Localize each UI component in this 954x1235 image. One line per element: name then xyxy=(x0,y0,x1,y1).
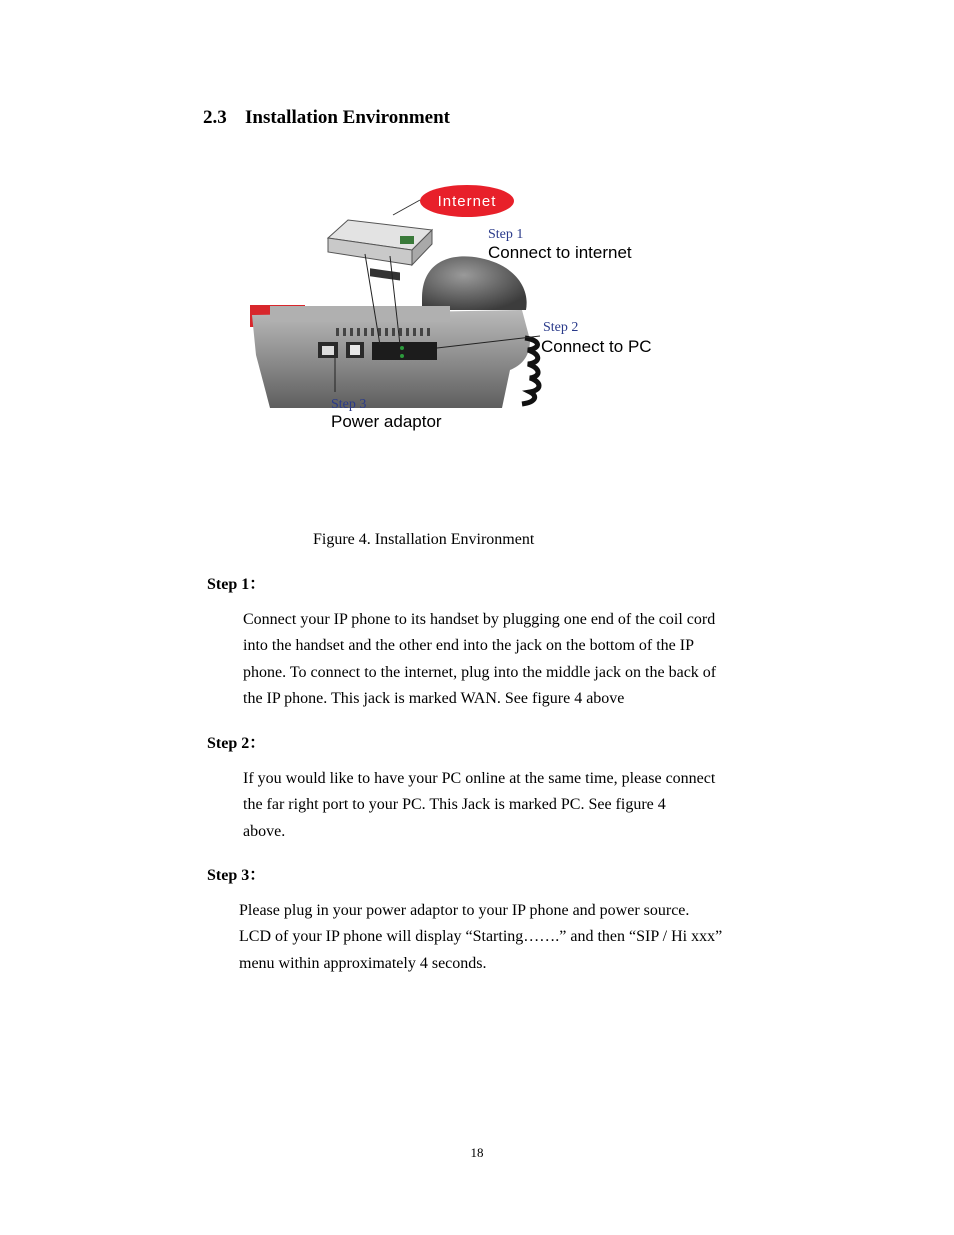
step1-paragraph xyxy=(243,607,716,712)
section-title: Installation Environment xyxy=(245,107,450,128)
step2-line: above. xyxy=(243,822,286,840)
step1-line: Connect your IP phone to its handset by plugging one end of the coil cord xyxy=(243,611,716,628)
step3-line: menu within approximately 4 seconds. xyxy=(239,954,487,972)
step1-tag: Step 1 xyxy=(488,227,524,242)
step3-paragraph xyxy=(239,898,722,977)
phone-body xyxy=(250,305,530,408)
section-heading xyxy=(203,107,450,129)
step3-line: Please plug in your power adaptor to your IP phone and power source. xyxy=(239,902,690,919)
step3-tag: Step 3 xyxy=(331,397,367,412)
installation-figure xyxy=(240,170,680,500)
step1-text: Connect to internet xyxy=(488,243,632,262)
step1-line: phone. To connect to the internet, plug into the middle jack on the back of xyxy=(243,663,717,681)
step3-heading: Step 3： xyxy=(207,867,266,884)
step2-paragraph xyxy=(243,766,715,845)
step1-heading: Step 1： xyxy=(207,576,266,593)
page-number: 18 xyxy=(470,1145,484,1160)
step2-tag: Step 2 xyxy=(543,320,579,335)
router-device xyxy=(328,220,432,280)
step2-line: the far right port to your PC. This Jack is marked PC. See figure 4 xyxy=(243,796,666,814)
internet-leader-line xyxy=(393,200,420,215)
step1-line: into the handset and the other end into the jack on the bottom of the IP xyxy=(243,637,695,655)
internet-label: Internet xyxy=(437,193,497,210)
network-ports xyxy=(372,342,437,360)
handset xyxy=(422,256,527,310)
step1-line: the IP phone. This jack is marked WAN. See figure 4 above xyxy=(243,689,625,707)
step3-text: Power adaptor xyxy=(331,412,442,431)
internet-bubble xyxy=(420,185,514,217)
step2-text: Connect to PC xyxy=(541,337,652,356)
figure-caption: Figure 4. Installation Environment xyxy=(313,531,535,548)
section-number: 2.3 xyxy=(203,107,227,128)
step2-line: If you would like to have your PC online at the same time, please connect xyxy=(243,770,716,787)
step3-line: LCD of your IP phone will display “Starting…….” and then “SIP / Hi xxx” xyxy=(239,928,723,946)
step2-heading: Step 2： xyxy=(207,735,266,752)
